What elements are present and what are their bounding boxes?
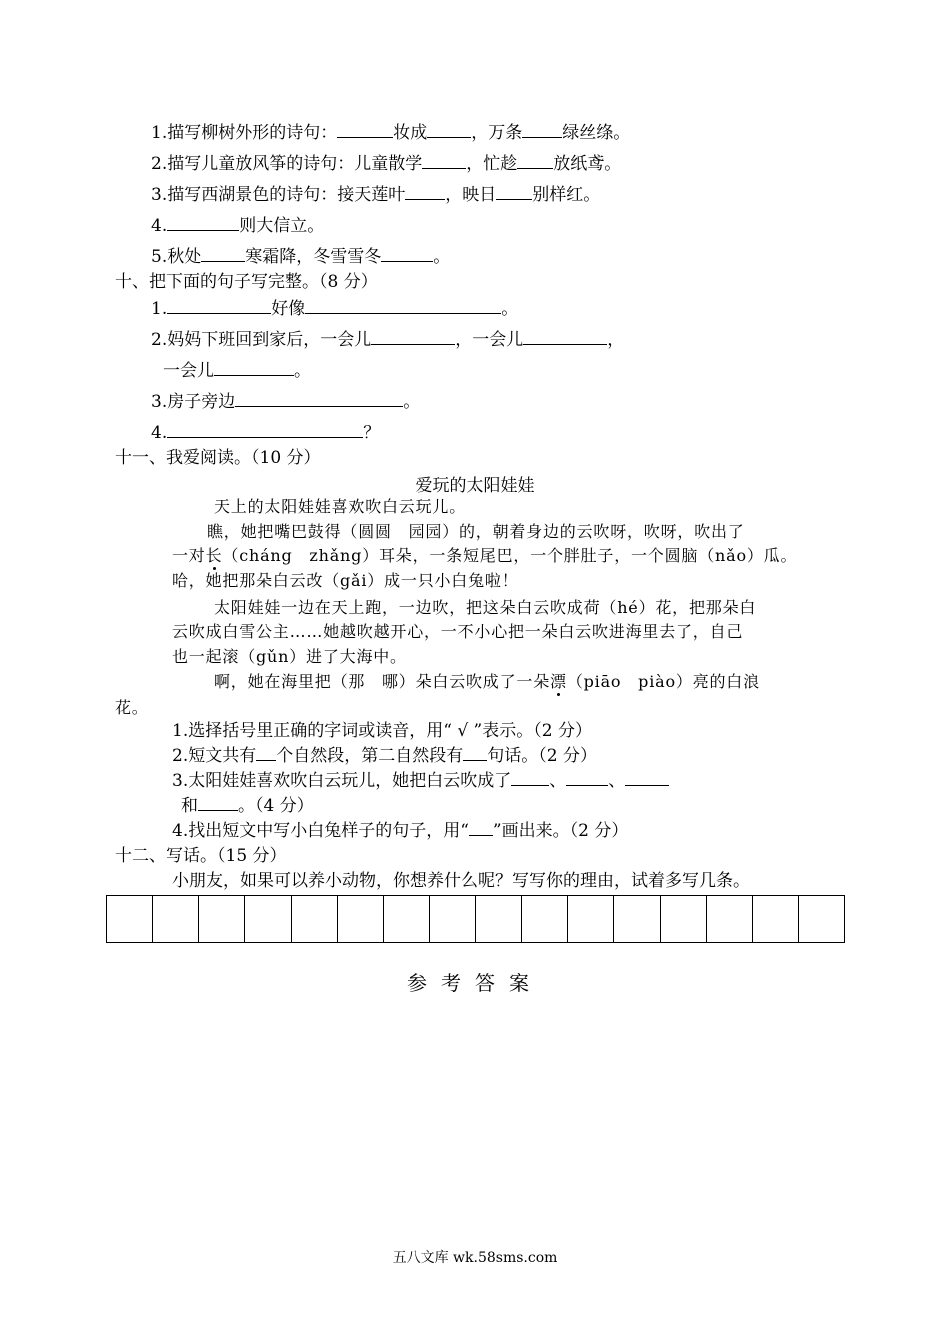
blank[interactable] xyxy=(167,214,239,231)
passage-paragraph-2-line-3: 哈，她把那朵白云改（gǎi）成一只小白兔啦！ xyxy=(172,571,519,590)
grid-cell[interactable] xyxy=(707,896,753,942)
poem-item-2: 2.描写儿童放风筝的诗句：儿童散学 ，忙趁 放纸鸢。 xyxy=(151,154,622,174)
passage-paragraph-3-line-2: 云吹成白雪公主……她越吹越开心，一不小心把一朵白云吹进海里去了，自己 xyxy=(172,622,744,641)
blank[interactable] xyxy=(566,769,608,786)
page-footer: 五八文库 wk.58sms.com xyxy=(392,1250,558,1266)
passage-paragraph-1: 天上的太阳娃娃喜欢吹白云玩儿。 xyxy=(214,497,467,516)
writing-grid[interactable] xyxy=(106,895,845,943)
underline-sample xyxy=(469,819,493,836)
grid-cell[interactable] xyxy=(568,896,614,942)
sentence-item-1: 1. 好像 。 xyxy=(151,299,519,319)
blank[interactable] xyxy=(427,121,471,138)
answer-heading: 参考答案 xyxy=(407,971,543,995)
grid-cell[interactable] xyxy=(661,896,707,942)
poem-item-1: 1.描写柳树外形的诗句： 妆成 ，万条 绿丝绦。 xyxy=(151,123,631,143)
blank[interactable] xyxy=(463,744,487,761)
emphasis-dot-char: 漂 xyxy=(550,672,567,691)
blank[interactable] xyxy=(235,390,403,407)
blank[interactable] xyxy=(256,744,276,761)
blank[interactable] xyxy=(496,183,532,200)
section-12-heading: 十二、写话。（15 分） xyxy=(115,846,287,866)
passage-paragraph-2-line-1: 瞧，她把嘴巴鼓得（圆圆 园园）的，朝着身边的云吹呀，吹呀，吹出了 xyxy=(207,522,745,541)
passage-paragraph-2-line-2: 一对长（cháng zhǎng）耳朵，一条短尾巴，一个胖肚子，一个圆脑（nǎo）瓜。 xyxy=(172,546,798,565)
blank[interactable] xyxy=(337,121,393,138)
blank[interactable] xyxy=(405,183,445,200)
writing-prompt: 小朋友，如果可以养小动物，你想养什么呢？写写你的理由，试着多写几条。 xyxy=(172,871,750,891)
poem-item-3: 3.描写西湖景色的诗句：接天莲叶 ，映日 别样红。 xyxy=(151,185,601,205)
sentence-item-3: 3.房子旁边 。 xyxy=(151,392,421,412)
blank[interactable] xyxy=(371,328,455,345)
blank[interactable] xyxy=(201,245,245,262)
grid-cell[interactable] xyxy=(476,896,522,942)
passage-paragraph-3-line-3: 也一起滚（gǔn）进了大海中。 xyxy=(172,647,407,666)
section-10-heading: 十、把下面的句子写完整。（8 分） xyxy=(115,272,378,292)
sentence-item-2-cont: 一会儿 。 xyxy=(163,361,311,381)
section-11-heading: 十一、我爱阅读。（10 分） xyxy=(115,448,321,468)
grid-cell[interactable] xyxy=(753,896,799,942)
blank[interactable] xyxy=(422,152,466,169)
grid-cell[interactable] xyxy=(199,896,245,942)
sentence-item-2: 2.妈妈下班回到家后，一会儿 ，一会儿 ， xyxy=(151,330,625,350)
blank[interactable] xyxy=(511,769,549,786)
blank[interactable] xyxy=(198,794,238,811)
grid-cell[interactable] xyxy=(245,896,291,942)
grid-cell[interactable] xyxy=(430,896,476,942)
question-1: 1.选择括号里正确的字词或读音，用“ √ ”表示。（2 分） xyxy=(172,721,592,741)
passage-paragraph-4-line-2: 花。 xyxy=(115,698,149,717)
grid-cell[interactable] xyxy=(153,896,199,942)
blank[interactable] xyxy=(517,152,553,169)
sentence-item-4: 4. ？ xyxy=(151,423,381,443)
passage-paragraph-3-line-1: 太阳娃娃一边在天上跑，一边吹，把这朵白云吹成荷（hé）花，把那朵白 xyxy=(214,598,757,617)
grid-cell[interactable] xyxy=(384,896,430,942)
passage-title: 爱玩的太阳娃娃 xyxy=(415,476,535,496)
question-3: 3.太阳娃娃喜欢吹白云玩儿，她把白云吹成了 、 、 xyxy=(172,769,669,793)
passage-paragraph-4-line-1: 啊，她在海里把（那 哪）朵白云吹成了一朵漂（piāo piào）亮的白浪 xyxy=(214,672,760,691)
question-3-cont: 和 。（4 分） xyxy=(181,796,314,816)
blank[interactable] xyxy=(305,297,501,314)
blank[interactable] xyxy=(523,328,607,345)
blank[interactable] xyxy=(381,245,433,262)
blank[interactable] xyxy=(625,769,669,786)
grid-cell[interactable] xyxy=(107,896,153,942)
grid-cell[interactable] xyxy=(614,896,660,942)
poem-item-5: 5.秋处 寒霜降，冬雪雪冬 。 xyxy=(151,247,451,267)
poem-item-4: 4. 则大信立。 xyxy=(151,216,325,236)
grid-cell[interactable] xyxy=(799,896,844,942)
question-2: 2.短文共有 个自然段，第二自然段有 句话。（2 分） xyxy=(172,746,597,766)
blank[interactable] xyxy=(167,421,363,438)
emphasis-dot-char: 长 xyxy=(205,546,223,565)
grid-cell[interactable] xyxy=(292,896,338,942)
blank[interactable] xyxy=(167,297,271,314)
grid-cell[interactable] xyxy=(338,896,384,942)
blank[interactable] xyxy=(214,359,294,376)
blank[interactable] xyxy=(522,121,562,138)
question-4: 4.找出短文中写小白兔样子的句子，用“ ”画出来。（2 分） xyxy=(172,821,629,841)
grid-cell[interactable] xyxy=(522,896,568,942)
